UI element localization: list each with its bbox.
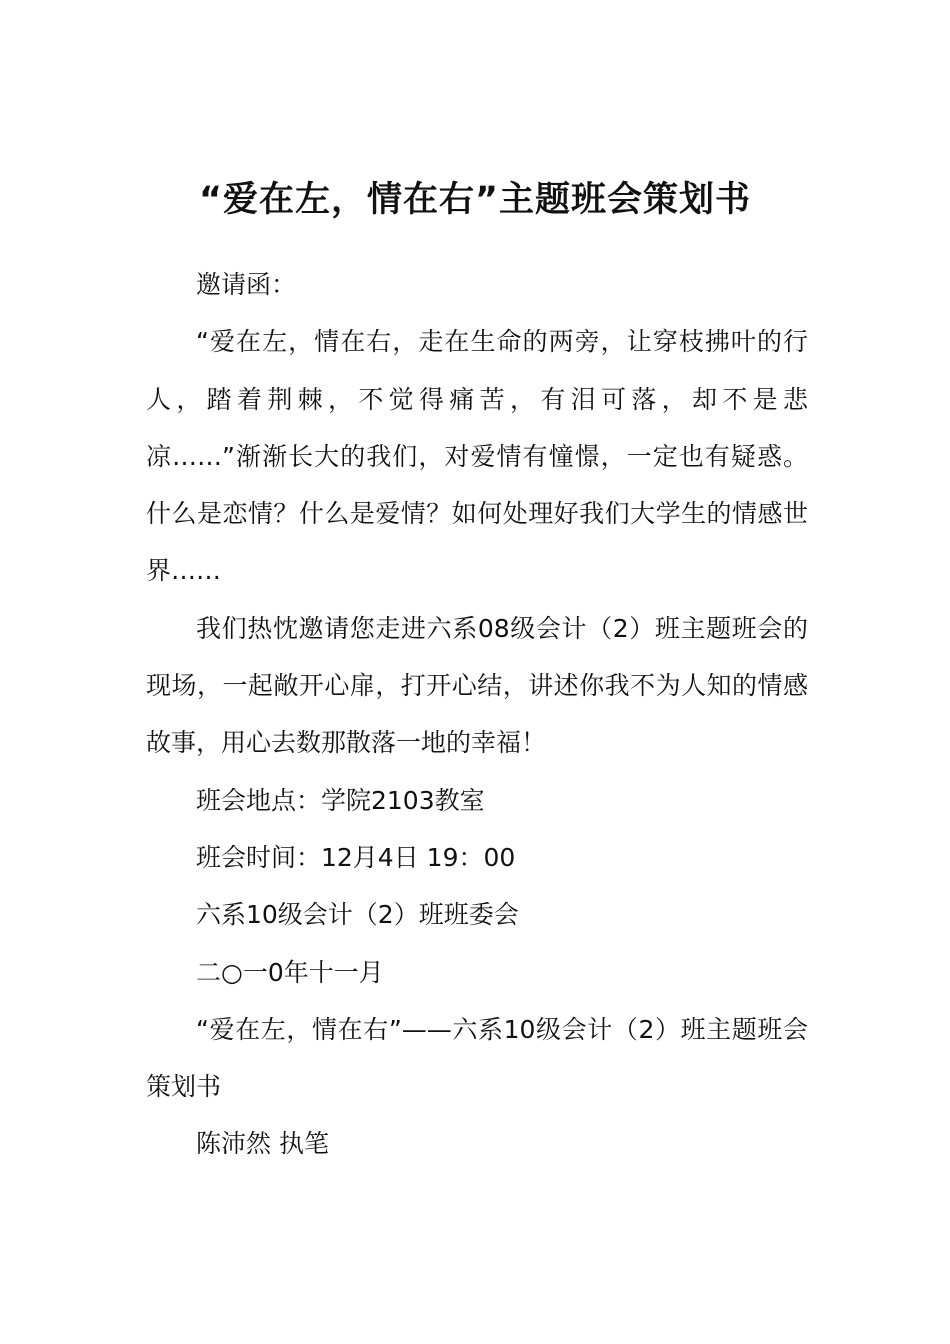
invitation-paragraph-1: “爱在左，情在右，走在生命的两旁，让穿枝拂叶的行人，踏着荆棘，不觉得痛苦，有泪可落，却不是悲凉……”渐渐长大的我们，对爱情有憧憬，一定也有疑惑。什么是恋情？什么是爱情？如何处理好我们大学生的情感世界…… <box>146 327 808 586</box>
meeting-venue: 班会地点：学院2103教室 <box>196 785 485 815</box>
document-title: “爱在左，情在右”主题班会策划书 <box>198 180 751 220</box>
invitation-paragraph-2: 我们热忱邀请您走进六系08级会计（2）班主题班会的现场，一起敞开心扉，打开心结，讲述你我不为人知的情感故事，用心去数那散落一地的幸福！ <box>146 613 808 758</box>
invitation-heading: 邀请函： <box>196 270 297 299</box>
meeting-time: 班会时间：12月4日 19：00 <box>196 842 516 872</box>
organizer-signature: 六系10级会计（2）班班委会 <box>196 900 519 930</box>
document-body <box>146 256 808 1173</box>
document-date: 二○一0年十一月 <box>196 957 384 987</box>
plan-title: “爱在左，情在右”——六系10级会计（2）班主题班会策划书 <box>146 1014 808 1102</box>
author-line: 陈沛然 执笔 <box>196 1129 329 1159</box>
